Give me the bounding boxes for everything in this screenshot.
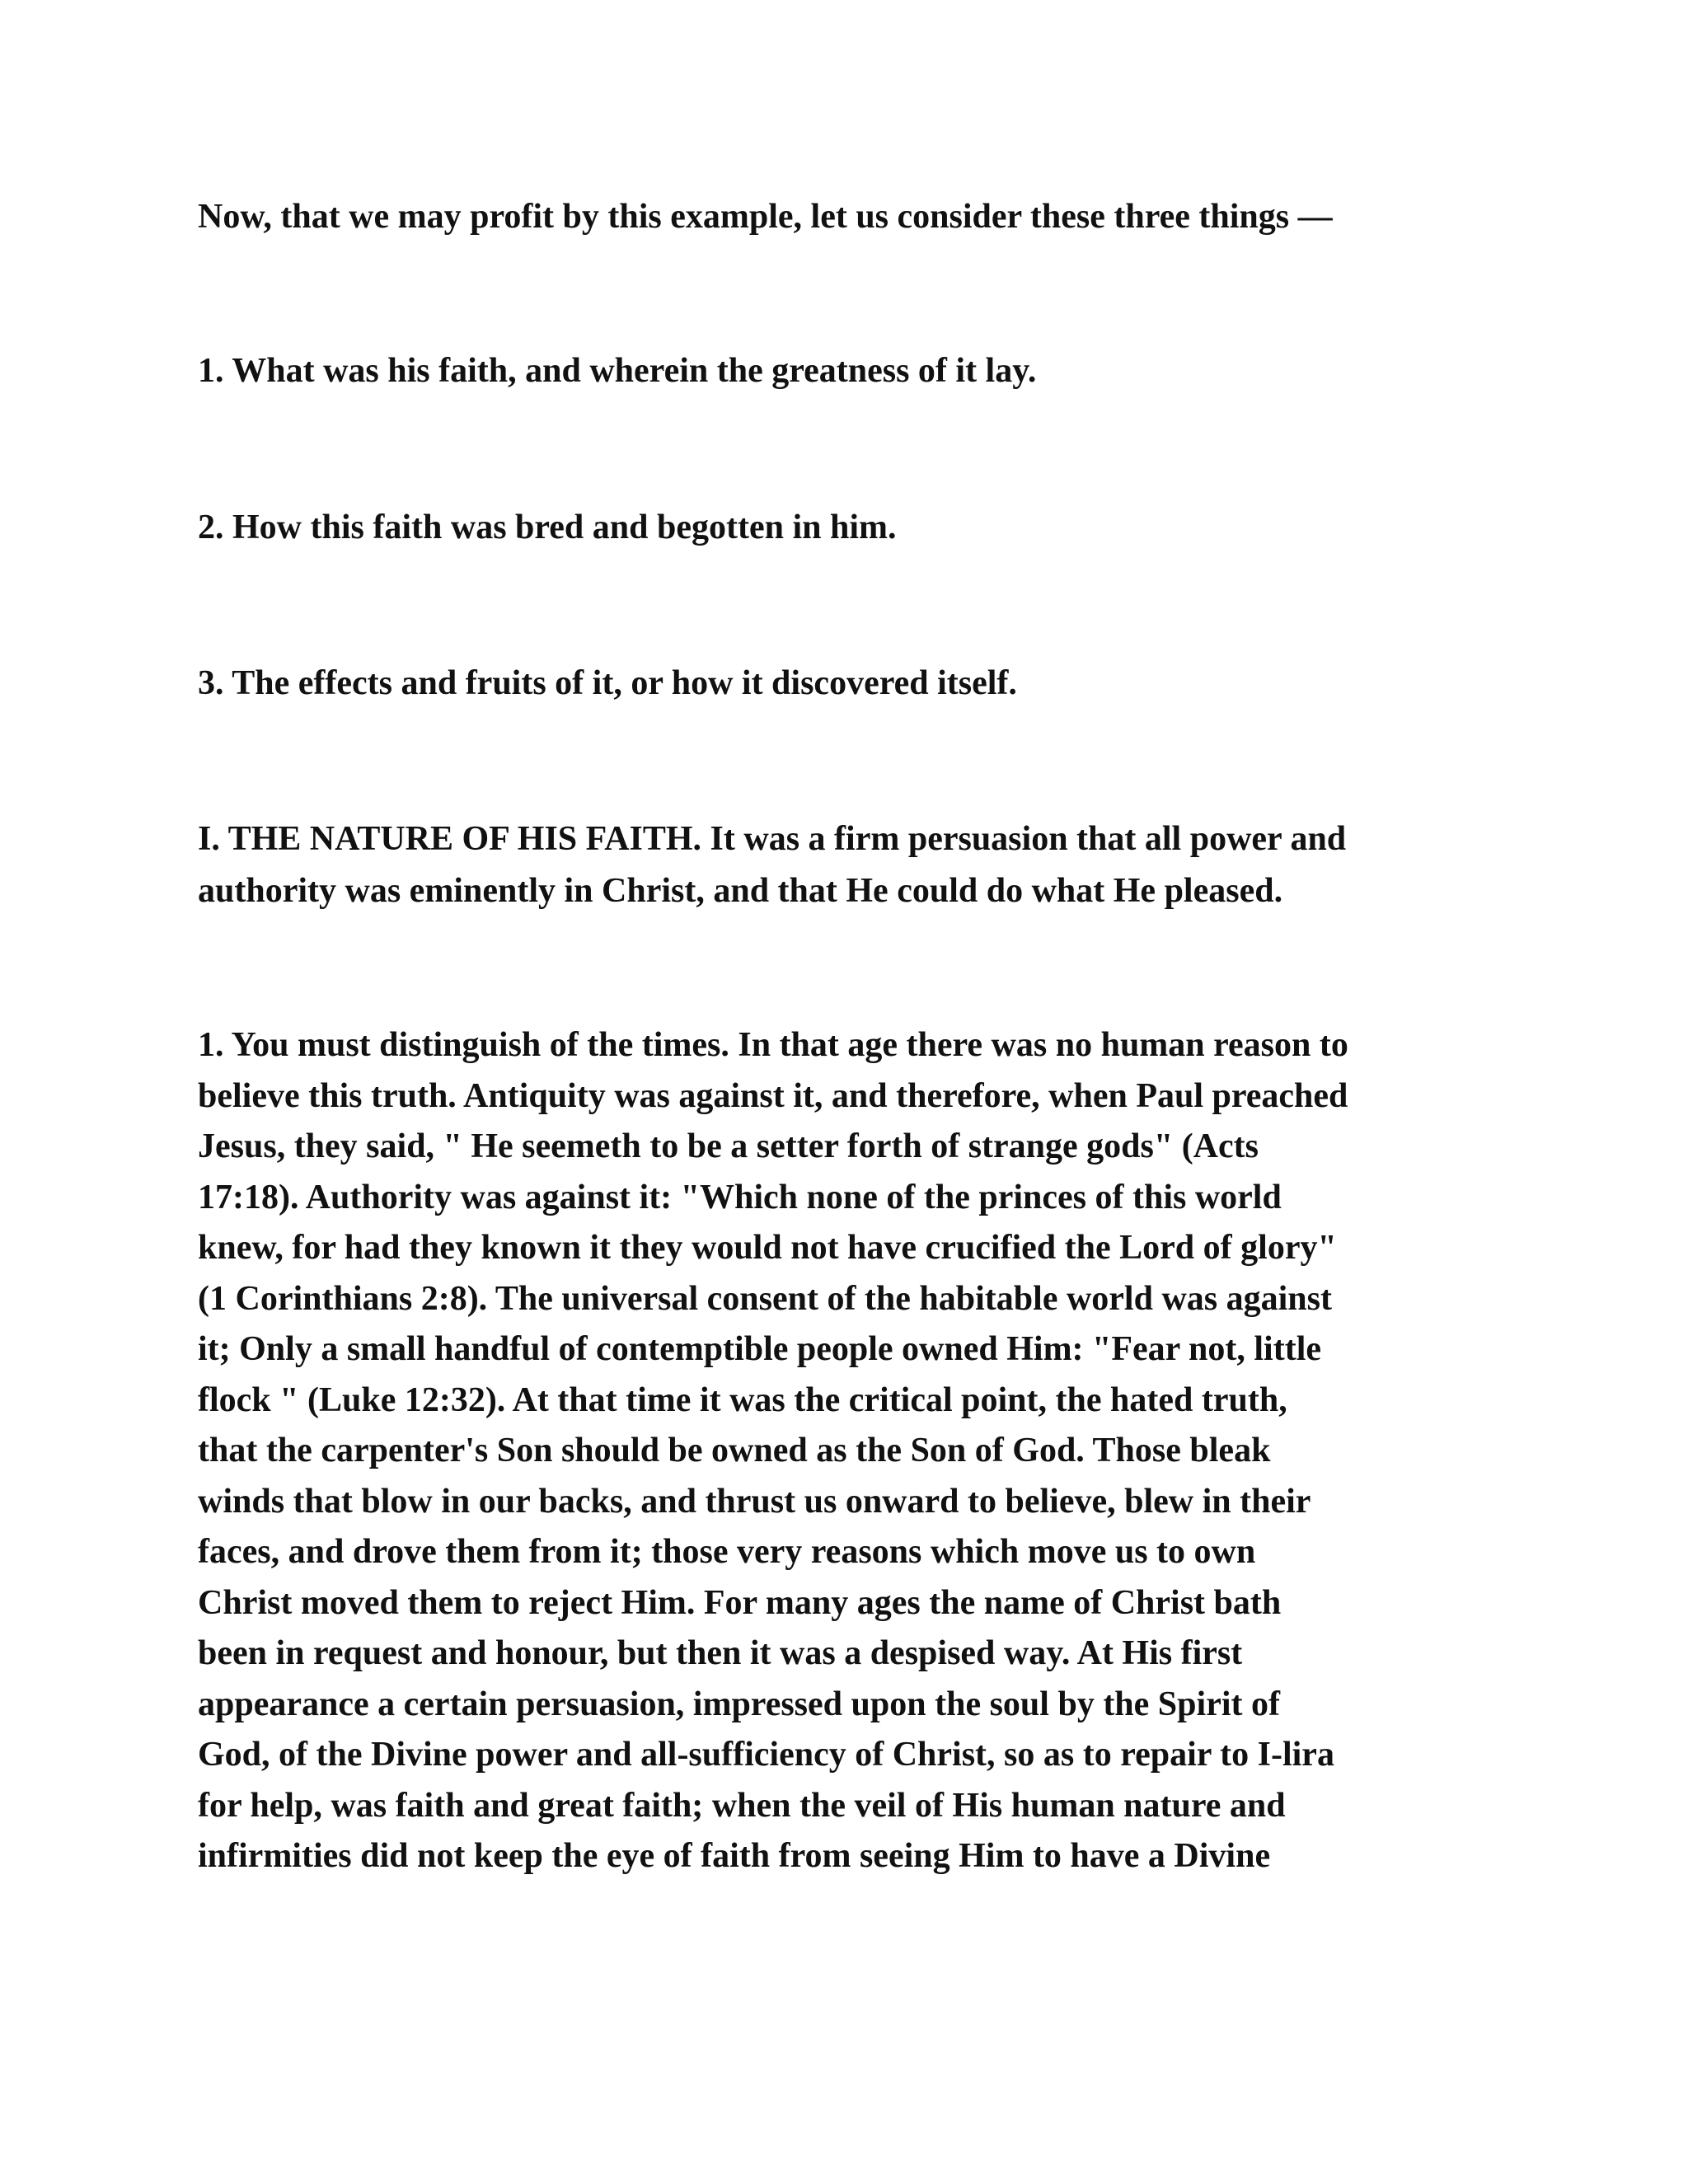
intro-line: Now, that we may profit by this example, let us consider these three things — bbox=[198, 198, 1333, 236]
paragraph-line-7: it; Only a small handful of contemptible people owned Him: "Fear not, little bbox=[198, 1330, 1322, 1368]
paragraph-line-16: for help, was faith and great faith; when the veil of His human nature and bbox=[198, 1787, 1286, 1825]
point-3: 3. The effects and fruits of it, or how it discovered itself. bbox=[198, 664, 1017, 702]
paragraph-line-5: knew, for had they known it they would not have crucified the Lord of glory" bbox=[198, 1229, 1337, 1267]
paragraph-line-14: appearance a certain persuasion, impressed upon the soul by the Spirit of bbox=[198, 1685, 1280, 1723]
paragraph-line-17: infirmities did not keep the eye of faith from seeing Him to have a Divine bbox=[198, 1837, 1271, 1875]
point-1: 1. What was his faith, and wherein the greatness of it lay. bbox=[198, 352, 1037, 390]
section-heading-line-2: authority was eminently in Christ, and that He could do what He pleased. bbox=[198, 872, 1283, 910]
paragraph-line-1: 1. You must distinguish of the times. In that age there was no human reason to bbox=[198, 1026, 1348, 1064]
paragraph-line-9: that the carpenter's Son should be owned as the Son of God. Those bleak bbox=[198, 1432, 1271, 1469]
paragraph-line-15: God, of the Divine power and all-sufficiency of Christ, so as to repair to I-lira bbox=[198, 1736, 1334, 1774]
paragraph-line-2: believe this truth. Antiquity was against it, and therefore, when Paul preached bbox=[198, 1077, 1348, 1115]
section-heading-line-1: I. THE NATURE OF HIS FAITH. It was a firm persuasion that all power and bbox=[198, 820, 1347, 858]
paragraph-line-10: winds that blow in our backs, and thrust us onward to believe, blew in their bbox=[198, 1483, 1311, 1521]
paragraph-line-6: (1 Corinthians 2:8). The universal consent of the habitable world was against bbox=[198, 1280, 1332, 1318]
paragraph-line-11: faces, and drove them from it; those very reasons which move us to own bbox=[198, 1533, 1256, 1571]
paragraph-line-8: flock " (Luke 12:32). At that time it was the critical point, the hated truth, bbox=[198, 1381, 1287, 1419]
paragraph-line-3: Jesus, they said, " He seemeth to be a setter forth of strange gods" (Acts bbox=[198, 1127, 1259, 1165]
point-2: 2. How this faith was bred and begotten in him. bbox=[198, 509, 897, 546]
paragraph-line-13: been in request and honour, but then it was a despised way. At His first bbox=[198, 1634, 1243, 1672]
paragraph-line-4: 17:18). Authority was against it: "Which none of the princes of this world bbox=[198, 1179, 1282, 1216]
paragraph-line-12: Christ moved them to reject Him. For many ages the name of Christ bath bbox=[198, 1584, 1282, 1622]
